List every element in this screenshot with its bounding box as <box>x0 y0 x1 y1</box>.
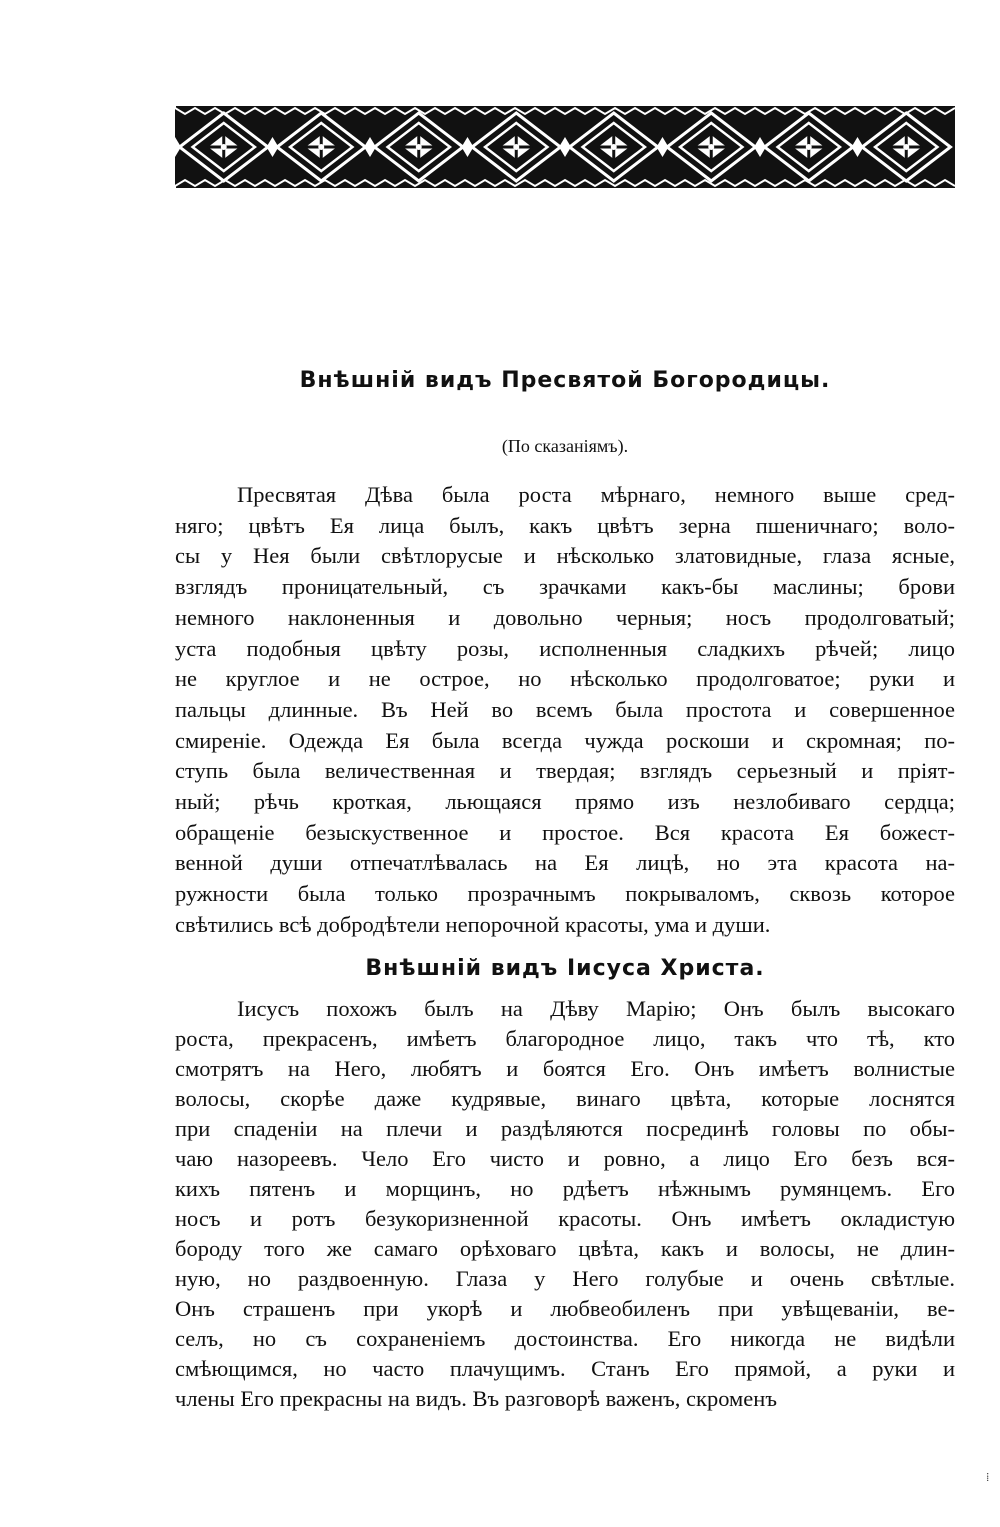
ornament-dot <box>611 144 617 150</box>
text-line: бороду того же самаго орѣховаго цвѣта, какъ и волосы, не длин- <box>175 1236 955 1261</box>
text-line: ный; рѣчь кроткая, льющаяся прямо изъ незлобиваго сердца; <box>175 789 955 814</box>
margin-mark: ⁞ <box>986 1470 990 1484</box>
text-line: обращеніе безыскуственное и простое. Вся красота Ея божест- <box>175 819 955 845</box>
ornament-dot <box>416 144 422 150</box>
section-heading-mary: Внѣшній видъ Пресвятой Богородицы. <box>299 368 831 393</box>
section-subtitle: (По сказаніямъ). <box>501 436 629 456</box>
text-line: чаю назореевъ. Чело Его чисто и ровно, а лицо Его безъ вся- <box>175 1146 955 1171</box>
decorative-ornament-band <box>175 106 955 188</box>
text-line: ступь была величественная и твердая; взглядъ серьезный и пріят- <box>175 758 955 784</box>
ornament-dot <box>221 144 227 150</box>
ornament-dot <box>806 144 812 150</box>
text-line: волосы, скорѣе даже кудрявые, винаго цвѣта, которые лоснятся <box>175 1086 955 1111</box>
ornament-dot <box>513 144 519 150</box>
ornament-dot <box>903 144 909 150</box>
text-line: смотрятъ на Него, любятъ и боятся Его. Онъ имѣетъ волнистые <box>175 1056 955 1081</box>
text-line: венной души отпечатлѣвалась на Ея лицѣ, но эта красота на- <box>175 850 955 876</box>
text-line: сы у Нея были свѣтлорусые и нѣсколько златовидные, глаза ясные, <box>175 543 955 569</box>
text-line: немного наклоненныя и довольно черныя; носъ продолговатый; <box>175 604 955 630</box>
text-line: Онъ страшенъ при укорѣ и любвеобиленъ при увѣщеваніи, ве- <box>175 1296 955 1321</box>
text-line: Іисусъ похожъ былъ на Дѣву Марію; Онъ былъ высокаго <box>237 996 955 1021</box>
text-line: Пресвятая Дѣва была роста мѣрнаго, немного выше сред- <box>237 482 955 507</box>
text-line: ную, но раздвоенную. Глаза у Него голубые и очень свѣтлые. <box>175 1266 955 1291</box>
text-line: ружности была только прозрачнымъ покрываломъ, сквозь которое <box>175 881 955 907</box>
text-line: при спаденіи на плечи и раздѣляются посрединѣ головы по обы- <box>175 1116 955 1141</box>
text-line: няго; цвѣтъ Ея лица былъ, какъ цвѣтъ зерна пшеничнаго; воло- <box>175 512 955 538</box>
text-line: не круглое и не острое, но нѣсколько продолговатое; руки и <box>175 666 955 692</box>
text-line: кихъ пятенъ и морщинъ, но рдѣетъ нѣжнымъ румянцемъ. Его <box>175 1176 955 1201</box>
section-heading-jesus: Внѣшній видъ Іисуса Христа. <box>365 956 765 981</box>
text-line: смѣющимся, но часто плачущимъ. Станъ Его прямой, а руки и <box>175 1356 955 1381</box>
text-line: свѣтились всѣ добродѣтели непорочной красоты, ума и души. <box>175 911 771 937</box>
ornament-dot <box>708 144 714 150</box>
text-line: носъ и ротъ безукоризненной красоты. Онъ имѣетъ окладистую <box>175 1206 955 1231</box>
text-line: уста подобныя цвѣту розы, исполненныя сладкихъ рѣчей; лицо <box>175 635 955 661</box>
ornament-dot <box>318 144 324 150</box>
text-line: взглядъ проницательный, съ зрачками какъ-бы маслины; брови <box>175 574 955 600</box>
text-line: члены Его прекрасны на видъ. Въ разговорѣ важенъ, скроменъ <box>175 1386 777 1411</box>
text-line: пальцы длинные. Въ Ней во всемъ была простота и совершенное <box>175 696 955 722</box>
text-line: роста, прекрасенъ, имѣетъ благородное лицо, такъ что тѣ, кто <box>175 1026 955 1051</box>
text-line: селъ, но съ сохраненіемъ достоинства. Его никогда не видѣли <box>175 1326 955 1351</box>
text-line: смиреніе. Одежда Ея была всегда чужда роскоши и скромная; по- <box>175 727 955 753</box>
